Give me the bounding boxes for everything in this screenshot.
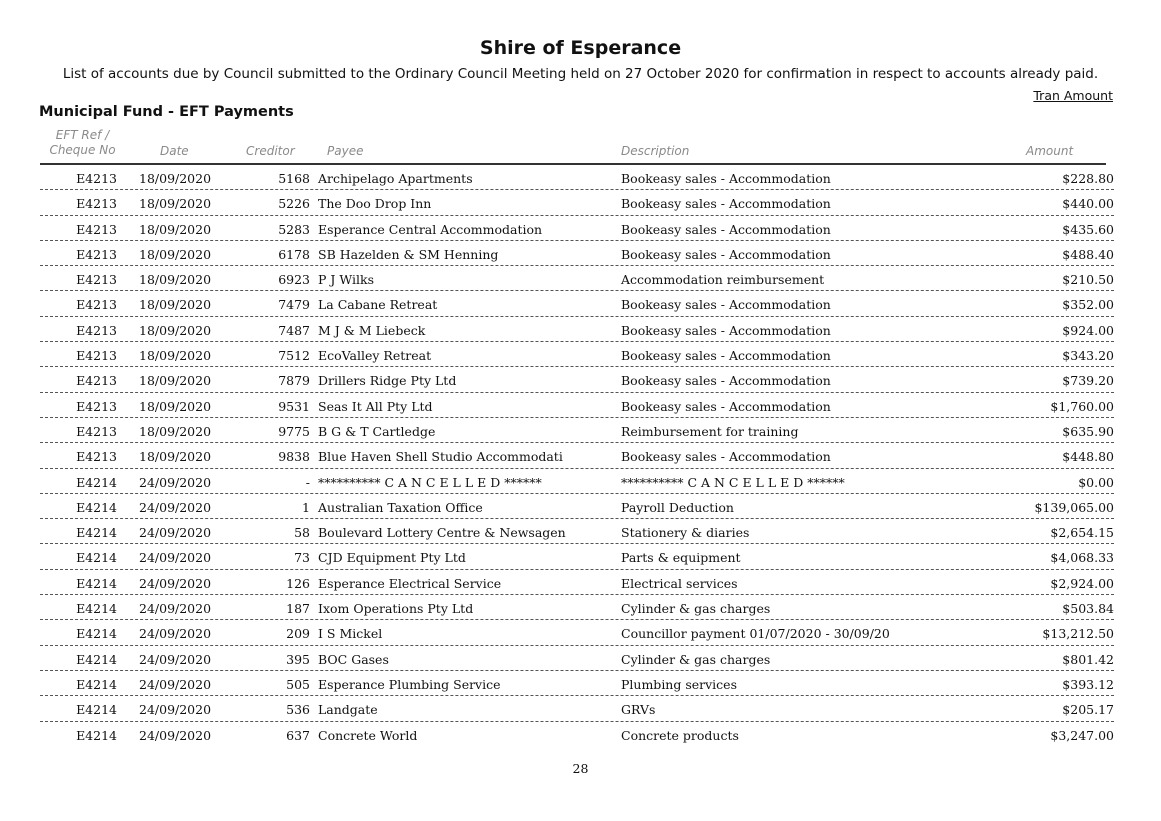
amount-cell: $448.80 <box>1062 449 1114 465</box>
payee-cell: P J Wilks <box>318 272 374 288</box>
ref-cell: E4214 <box>76 626 117 642</box>
ref-cell: E4214 <box>76 651 117 667</box>
payee-cell: Drillers Ridge Pty Ltd <box>318 373 457 389</box>
amount-cell: $2,924.00 <box>1050 575 1114 591</box>
description-cell: Bookeasy sales - Accommodation <box>621 449 831 465</box>
column-header-ref-line2: Cheque No <box>49 143 116 157</box>
creditor-cell: 505 <box>286 676 310 692</box>
payee-cell: I S Mickel <box>318 626 383 642</box>
payee-cell: Esperance Electrical Service <box>318 575 502 591</box>
creditor-cell: 5226 <box>278 196 310 212</box>
date-cell: 24/09/2020 <box>139 651 212 667</box>
ref-cell: E4213 <box>76 272 117 288</box>
description-cell: Bookeasy sales - Accommodation <box>621 398 831 414</box>
column-header-amount: Amount <box>1026 144 1074 158</box>
ref-cell: E4214 <box>76 499 117 515</box>
description-cell: Cylinder & gas charges <box>621 651 771 667</box>
ref-cell: E4213 <box>76 246 117 262</box>
document-title: Shire of Esperance <box>479 37 682 59</box>
amount-cell: $393.12 <box>1062 676 1114 692</box>
payee-cell: CJD Equipment Pty Ltd <box>318 550 466 566</box>
column-header-ref-line1: EFT Ref / <box>55 128 110 142</box>
amount-cell: $4,068.33 <box>1050 550 1114 566</box>
description-cell: Electrical services <box>621 575 738 591</box>
description-cell: Reimbursement for training <box>621 423 799 439</box>
date-cell: 24/09/2020 <box>139 499 212 515</box>
table-row <box>40 393 1114 418</box>
table-row <box>40 317 1114 342</box>
table-row <box>40 418 1114 443</box>
creditor-cell: 1 <box>302 499 310 515</box>
amount-cell: $205.17 <box>1062 702 1114 718</box>
ref-cell: E4213 <box>76 373 117 389</box>
payee-cell: Archipelago Apartments <box>318 171 473 186</box>
amount-cell: $739.20 <box>1062 373 1114 389</box>
description-cell: Cylinder & gas charges <box>621 601 771 617</box>
amount-cell: $435.60 <box>1062 221 1114 237</box>
date-cell: 24/09/2020 <box>139 626 212 642</box>
date-cell: 18/09/2020 <box>139 449 212 465</box>
date-cell: 18/09/2020 <box>139 398 212 414</box>
date-cell: 24/09/2020 <box>139 474 212 490</box>
creditor-cell: 7512 <box>278 348 310 364</box>
column-header-creditor: Creditor <box>246 144 295 158</box>
description-cell: Bookeasy sales - Accommodation <box>621 348 831 364</box>
creditor-cell: 7487 <box>278 322 310 338</box>
table-row <box>40 620 1114 645</box>
creditor-cell: 6923 <box>278 272 310 288</box>
payments-table <box>40 165 1114 746</box>
payee-cell: Esperance Plumbing Service <box>318 676 501 692</box>
date-cell: 18/09/2020 <box>139 196 212 212</box>
description-cell: Payroll Deduction <box>621 499 734 515</box>
table-row <box>40 544 1114 569</box>
creditor-cell: 187 <box>286 601 310 617</box>
description-cell: Accommodation reimbursement <box>621 272 825 288</box>
creditor-cell: 5283 <box>278 221 310 237</box>
ref-cell: E4214 <box>76 727 117 743</box>
amount-cell: $343.20 <box>1062 348 1114 364</box>
column-header-date: Date <box>160 144 189 158</box>
payee-cell: Seas It All Pty Ltd <box>318 398 433 414</box>
table-row <box>40 696 1114 721</box>
ref-cell: E4213 <box>76 196 117 212</box>
ref-cell: E4213 <box>76 221 117 237</box>
table-row <box>40 190 1114 215</box>
creditor-cell: 73 <box>294 550 310 566</box>
payee-cell: The Doo Drop Inn <box>318 196 432 212</box>
ref-cell: E4214 <box>76 575 117 591</box>
amount-cell: $0.00 <box>1078 474 1114 490</box>
amount-cell: $440.00 <box>1062 196 1114 212</box>
description-cell: Concrete products <box>621 727 739 743</box>
column-header-description: Description <box>621 144 690 158</box>
creditor-cell: 7479 <box>278 297 310 313</box>
ref-cell: E4214 <box>76 474 117 490</box>
creditor-cell: 5168 <box>278 171 310 186</box>
ref-cell: E4213 <box>76 348 117 364</box>
creditor-cell: 126 <box>286 575 310 591</box>
table-row <box>40 342 1114 367</box>
creditor-cell: 6178 <box>278 246 310 262</box>
creditor-cell: 395 <box>286 651 310 667</box>
table-row <box>40 570 1114 595</box>
payee-cell: B G & T Cartledge <box>318 423 436 439</box>
date-cell: 18/09/2020 <box>139 322 212 338</box>
table-row <box>40 646 1114 671</box>
ref-cell: E4214 <box>76 676 117 692</box>
ref-cell: E4214 <box>76 601 117 617</box>
ref-cell: E4213 <box>76 398 117 414</box>
ref-cell: E4213 <box>76 322 117 338</box>
amount-cell: $503.84 <box>1062 601 1114 617</box>
payee-cell: La Cabane Retreat <box>318 297 438 313</box>
payee-cell: M J & M Liebeck <box>318 322 426 338</box>
amount-cell: $801.42 <box>1062 651 1114 667</box>
column-header-payee: Payee <box>327 144 364 158</box>
amount-cell: $228.80 <box>1062 171 1114 186</box>
ref-cell: E4214 <box>76 550 117 566</box>
payee-cell: Ixom Operations Pty Ltd <box>318 601 474 617</box>
creditor-cell: - <box>305 474 310 490</box>
description-cell: Bookeasy sales - Accommodation <box>621 171 831 186</box>
ref-cell: E4213 <box>76 297 117 313</box>
creditor-cell: 209 <box>286 626 310 642</box>
table-row <box>40 595 1114 620</box>
table-row <box>40 519 1114 544</box>
payee-cell: BOC Gases <box>318 651 389 667</box>
ref-cell: E4214 <box>76 702 117 718</box>
table-row <box>40 494 1114 519</box>
date-cell: 24/09/2020 <box>139 601 212 617</box>
payee-cell: ********** C A N C E L L E D ****** <box>318 474 542 490</box>
amount-cell: $924.00 <box>1062 322 1114 338</box>
table-row <box>40 165 1114 190</box>
table-row <box>40 291 1114 316</box>
ref-cell: E4213 <box>76 449 117 465</box>
table-row <box>40 469 1114 494</box>
date-cell: 18/09/2020 <box>139 246 212 262</box>
description-cell: Bookeasy sales - Accommodation <box>621 373 831 389</box>
date-cell: 18/09/2020 <box>139 272 212 288</box>
date-cell: 18/09/2020 <box>139 373 212 389</box>
payee-cell: Australian Taxation Office <box>318 499 483 515</box>
description-cell: Bookeasy sales - Accommodation <box>621 322 831 338</box>
ref-cell: E4213 <box>76 171 117 186</box>
amount-cell: $13,212.50 <box>1042 626 1114 642</box>
page-number: 28 <box>572 761 589 776</box>
description-cell: Stationery & diaries <box>621 525 750 541</box>
amount-cell: $210.50 <box>1062 272 1114 288</box>
description-cell: Councillor payment 01/07/2020 - 30/09/20 <box>621 626 890 642</box>
payee-cell: SB Hazelden & SM Henning <box>318 246 499 262</box>
description-cell: GRVs <box>621 702 656 718</box>
creditor-cell: 7879 <box>278 373 310 389</box>
creditor-cell: 58 <box>294 525 310 541</box>
date-cell: 18/09/2020 <box>139 423 212 439</box>
date-cell: 18/09/2020 <box>139 297 212 313</box>
table-row <box>40 443 1114 468</box>
description-cell: ********** C A N C E L L E D ****** <box>621 474 845 490</box>
creditor-cell: 9775 <box>278 423 310 439</box>
date-cell: 24/09/2020 <box>139 525 212 541</box>
column-header-ref <box>40 128 125 158</box>
date-cell: 24/09/2020 <box>139 550 212 566</box>
creditor-cell: 536 <box>286 702 310 718</box>
date-cell: 24/09/2020 <box>139 575 212 591</box>
date-cell: 18/09/2020 <box>139 221 212 237</box>
payee-cell: Landgate <box>318 702 378 718</box>
date-cell: 18/09/2020 <box>139 348 212 364</box>
creditor-cell: 9531 <box>278 398 310 414</box>
description-cell: Bookeasy sales - Accommodation <box>621 221 831 237</box>
description-cell: Bookeasy sales - Accommodation <box>621 196 831 212</box>
amount-cell: $352.00 <box>1062 297 1114 313</box>
amount-cell: $2,654.15 <box>1050 525 1114 541</box>
section-title: Municipal Fund - EFT Payments <box>39 104 294 120</box>
description-cell: Plumbing services <box>621 676 737 692</box>
ref-cell: E4213 <box>76 423 117 439</box>
payee-cell: EcoValley Retreat <box>318 348 432 364</box>
table-row <box>40 722 1114 746</box>
date-cell: 24/09/2020 <box>139 727 212 743</box>
ref-cell: E4214 <box>76 525 117 541</box>
amount-cell: $3,247.00 <box>1050 727 1114 743</box>
table-row <box>40 266 1114 291</box>
tran-amount-label: Tran Amount <box>1033 88 1113 103</box>
document-subtitle: List of accounts due by Council submitted to the Ordinary Council Meeting held on 27 October 2020 for confirmation in respect to accounts already paid. <box>62 66 1099 82</box>
amount-cell: $1,760.00 <box>1050 398 1114 414</box>
amount-cell: $635.90 <box>1062 423 1114 439</box>
description-cell: Bookeasy sales - Accommodation <box>621 246 831 262</box>
description-cell: Bookeasy sales - Accommodation <box>621 297 831 313</box>
amount-cell: $488.40 <box>1062 246 1114 262</box>
date-cell: 24/09/2020 <box>139 702 212 718</box>
table-row <box>40 241 1114 266</box>
amount-cell: $139,065.00 <box>1034 499 1114 515</box>
description-cell: Parts & equipment <box>621 550 741 566</box>
date-cell: 24/09/2020 <box>139 676 212 692</box>
payee-cell: Concrete World <box>318 727 418 743</box>
table-row <box>40 671 1114 696</box>
payee-cell: Boulevard Lottery Centre & Newsagen <box>318 525 566 541</box>
table-row <box>40 367 1114 392</box>
payee-cell: Esperance Central Accommodation <box>318 221 543 237</box>
table-row <box>40 216 1114 241</box>
creditor-cell: 637 <box>286 727 310 743</box>
payee-cell: Blue Haven Shell Studio Accommodati <box>318 449 563 465</box>
creditor-cell: 9838 <box>278 449 310 465</box>
date-cell: 18/09/2020 <box>139 171 212 186</box>
